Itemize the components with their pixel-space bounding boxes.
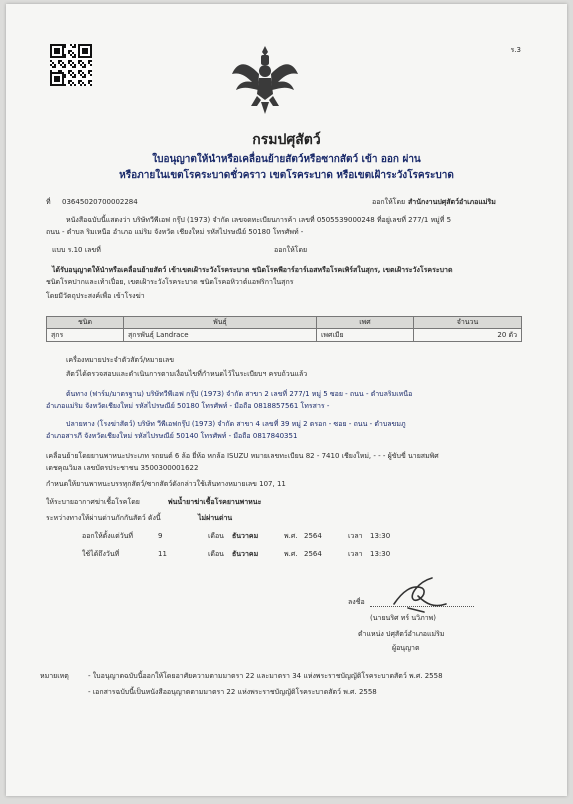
table-header-row — [47, 317, 522, 329]
cell-breed: สุกรพันธุ์ Landrace — [124, 329, 317, 342]
department-title: กรมปศุสัตว์ — [252, 132, 321, 148]
sign-label: ลงชื่อ — [348, 598, 365, 606]
permit-body-line2: ถนน - ตำบล ริมเหนือ อำเภอ แม่ริม จังหวัด เชียงใหม่ รหัสไปรษณีย์ 50180 โทรศัพท์ - — [46, 228, 304, 236]
signer-position: ตำแหน่ง ปศุสัตว์อำเภอแม่ริม — [358, 630, 445, 638]
note-line2: - เอกสารฉบับนี้เป็นหนังสืออนุญาตตามมาตรา 22 แห่งพระราชบัญญัติโรคระบาดสัตว์ พ.ศ. 2558 — [88, 688, 377, 696]
destination-line2: อำเภอสารภี จังหวัดเชียงใหม่ รหัสไปรษณีย์ 50140 โทรศัพท์ - มือถือ 0817840351 — [46, 432, 298, 440]
valid-to-time-label: เวลา — [348, 550, 363, 558]
vehicle-line1: เคลื่อนย้ายโดยยานพาหนะประเภท รถยนต์ 6 ล้อ ยี่ห้อ หกล้อ ISUZU หมายเลขทะเบียน 82 - 7410 เชียงใหม่, - - - ผู้ขับขี่ นายสมพิศ — [46, 452, 439, 460]
col-sex: เพศ — [317, 317, 414, 329]
grant-line2: ชนิดโรคปากและเท้าเปื่อย, เขตเฝ้าระวังโรคระบาด ชนิดโรคอหิวาต์แอฟริกาในสุกร — [46, 278, 294, 286]
col-breed: พันธุ์ — [124, 317, 317, 329]
purpose: โดยมีวัตถุประสงค์เพื่อ เข้าโรงฆ่า — [46, 292, 145, 300]
note-line1: - ใบอนุญาตฉบับนี้ออกให้โดยอาศัยความตามมาตรา 22 และมาตรา 34 แห่งพระราชบัญญัติโรคระบาดสัตว์ พ.ศ. 2558 — [88, 672, 443, 680]
table-row — [47, 329, 522, 342]
valid-to-year-label: พ.ศ. — [284, 550, 298, 558]
form-issued-label: ออกให้โดย — [274, 246, 308, 254]
vehicle-line3: กำหนดให้ยานพาหนะบรรทุกสัตว์/ซากสัตว์ดังกล่าวใช้เส้นทางหมายเลข 107, 11 — [46, 480, 286, 488]
form-label: แบบ ร.10 เลขที่ — [52, 246, 101, 254]
handwritten-signature — [388, 574, 458, 614]
signer-name: (นายนริศ ทร์ นวิภาพ) — [370, 614, 436, 622]
cell-type: สุกร — [47, 329, 124, 342]
valid-from-day: 9 — [158, 532, 163, 540]
signer-role: ผู้อนุญาต — [392, 644, 420, 652]
col-type: ชนิด — [47, 317, 124, 329]
valid-to-month-label: เดือน — [208, 550, 224, 558]
qr-code — [50, 44, 92, 86]
grant-line1: ได้รับอนุญาตให้นำหรือเคลื่อนย้ายสัตว์ เข้าเขตเฝ้าระวังโรคระบาด ชนิดโรคพีอาร์อาร์เอสหรือโรคเพิร์สในสุกร, เขตเฝ้าระวังโรคระบาด — [52, 266, 453, 274]
disinfect-method: พ่นน้ำยาฆ่าเชื้อโรคยานพาหนะ — [168, 498, 262, 506]
valid-to-time: 13:30 — [370, 550, 391, 558]
garuda-emblem-icon — [230, 44, 300, 116]
permit-title-line1: ใบอนุญาตให้นำหรือเคลื่อนย้ายสัตว์หรือซากสัตว์ เข้า ออก ผ่าน — [152, 154, 421, 165]
notes-label: หมายเหตุ — [40, 672, 69, 680]
transit-value: ไม่ผ่านด่าน — [198, 514, 233, 522]
issued-by: สำนักงานปศุสัตว์อำเภอแม่ริม — [408, 198, 496, 206]
valid-from-month: ธันวาคม — [232, 532, 259, 540]
permit-number-label: ที่ — [46, 198, 51, 206]
valid-to-label: ใช้ได้ถึงวันที่ — [82, 550, 120, 558]
permit-title-line2: หรือภายในเขตโรคระบาดชั่วคราว เขตโรคระบาด หรือเขตเฝ้าระวังโรคระบาด — [119, 170, 454, 181]
valid-from-year: 2564 — [304, 532, 322, 540]
valid-to-year: 2564 — [304, 550, 322, 558]
vehicle-line2: เดชคุณวิมล เลขบัตรประชาชน 3500300001622 — [46, 464, 199, 472]
valid-from-year-label: พ.ศ. — [284, 532, 298, 540]
transit-label: ระหว่างทางให้ผ่านด่านกักกันสัตว์ ดังนี้ — [46, 514, 161, 522]
valid-from-time: 13:30 — [370, 532, 391, 540]
col-quantity: จำนวน — [414, 317, 522, 329]
cell-sex: เพศเมีย — [317, 329, 414, 342]
origin-line1: ต้นทาง (ฟาร์ม/มาตรฐาน) บริษัทวีพีเอฟ กรุ๊ป (1973) จำกัด สาขา 2 เลขที่ 277/1 หมู่ 5 ซอย - ถนน - ตำบลริมเหนือ — [66, 390, 413, 398]
marks-line2: สัตว์ได้ตรวจสอบและดำเนินการตามเงื่อนไขที่กำหนดไว้ในระเบียบฯ ครบถ้วนแล้ว — [66, 370, 308, 378]
valid-to-day: 11 — [158, 550, 167, 558]
marks-line1: เครื่องหมายประจำตัวสัตว์/หมายเลข — [66, 356, 175, 364]
valid-from-month-label: เดือน — [208, 532, 224, 540]
permit-document — [6, 4, 567, 796]
permit-number: 03645020700002284 — [62, 198, 138, 206]
origin-line2: อำเภอแม่ริม จังหวัดเชียงใหม่ รหัสไปรษณีย์ 50180 โทรศัพท์ - มือถือ 0818857561 โทรสาร - — [46, 402, 330, 410]
destination-line1: ปลายทาง (โรงฆ่าสัตว์) บริษัท วีพีเอฟกรุ๊ป (1973) จำกัด สาขา 4 เลขที่ 39 หมู่ 2 ตรอก - ซอย - ถนน - ตำบลขมภู — [66, 420, 406, 428]
valid-from-label: ออกให้ตั้งแต่วันที่ — [82, 532, 134, 540]
valid-to-month: ธันวาคม — [232, 550, 259, 558]
permit-body-line1: หนังสือฉบับนี้แสดงว่า บริษัทวีพีเอฟ กรุ๊ป (1973) จำกัด เลขจดทะเบียนการค้า เลขที่ 0505539000248 ที่อยู่เลขที่ 277/1 หมู่ที่ 5 — [66, 216, 452, 224]
page-number: ร.3 — [510, 46, 521, 54]
disinfect-label: ให้ระบายอากาศฆ่าเชื้อโรคโดย — [46, 498, 140, 506]
cell-quantity: 20 ตัว — [414, 329, 522, 342]
issued-by-label: ออกให้โดย — [372, 198, 406, 206]
species-table — [46, 316, 522, 342]
valid-from-time-label: เวลา — [348, 532, 363, 540]
